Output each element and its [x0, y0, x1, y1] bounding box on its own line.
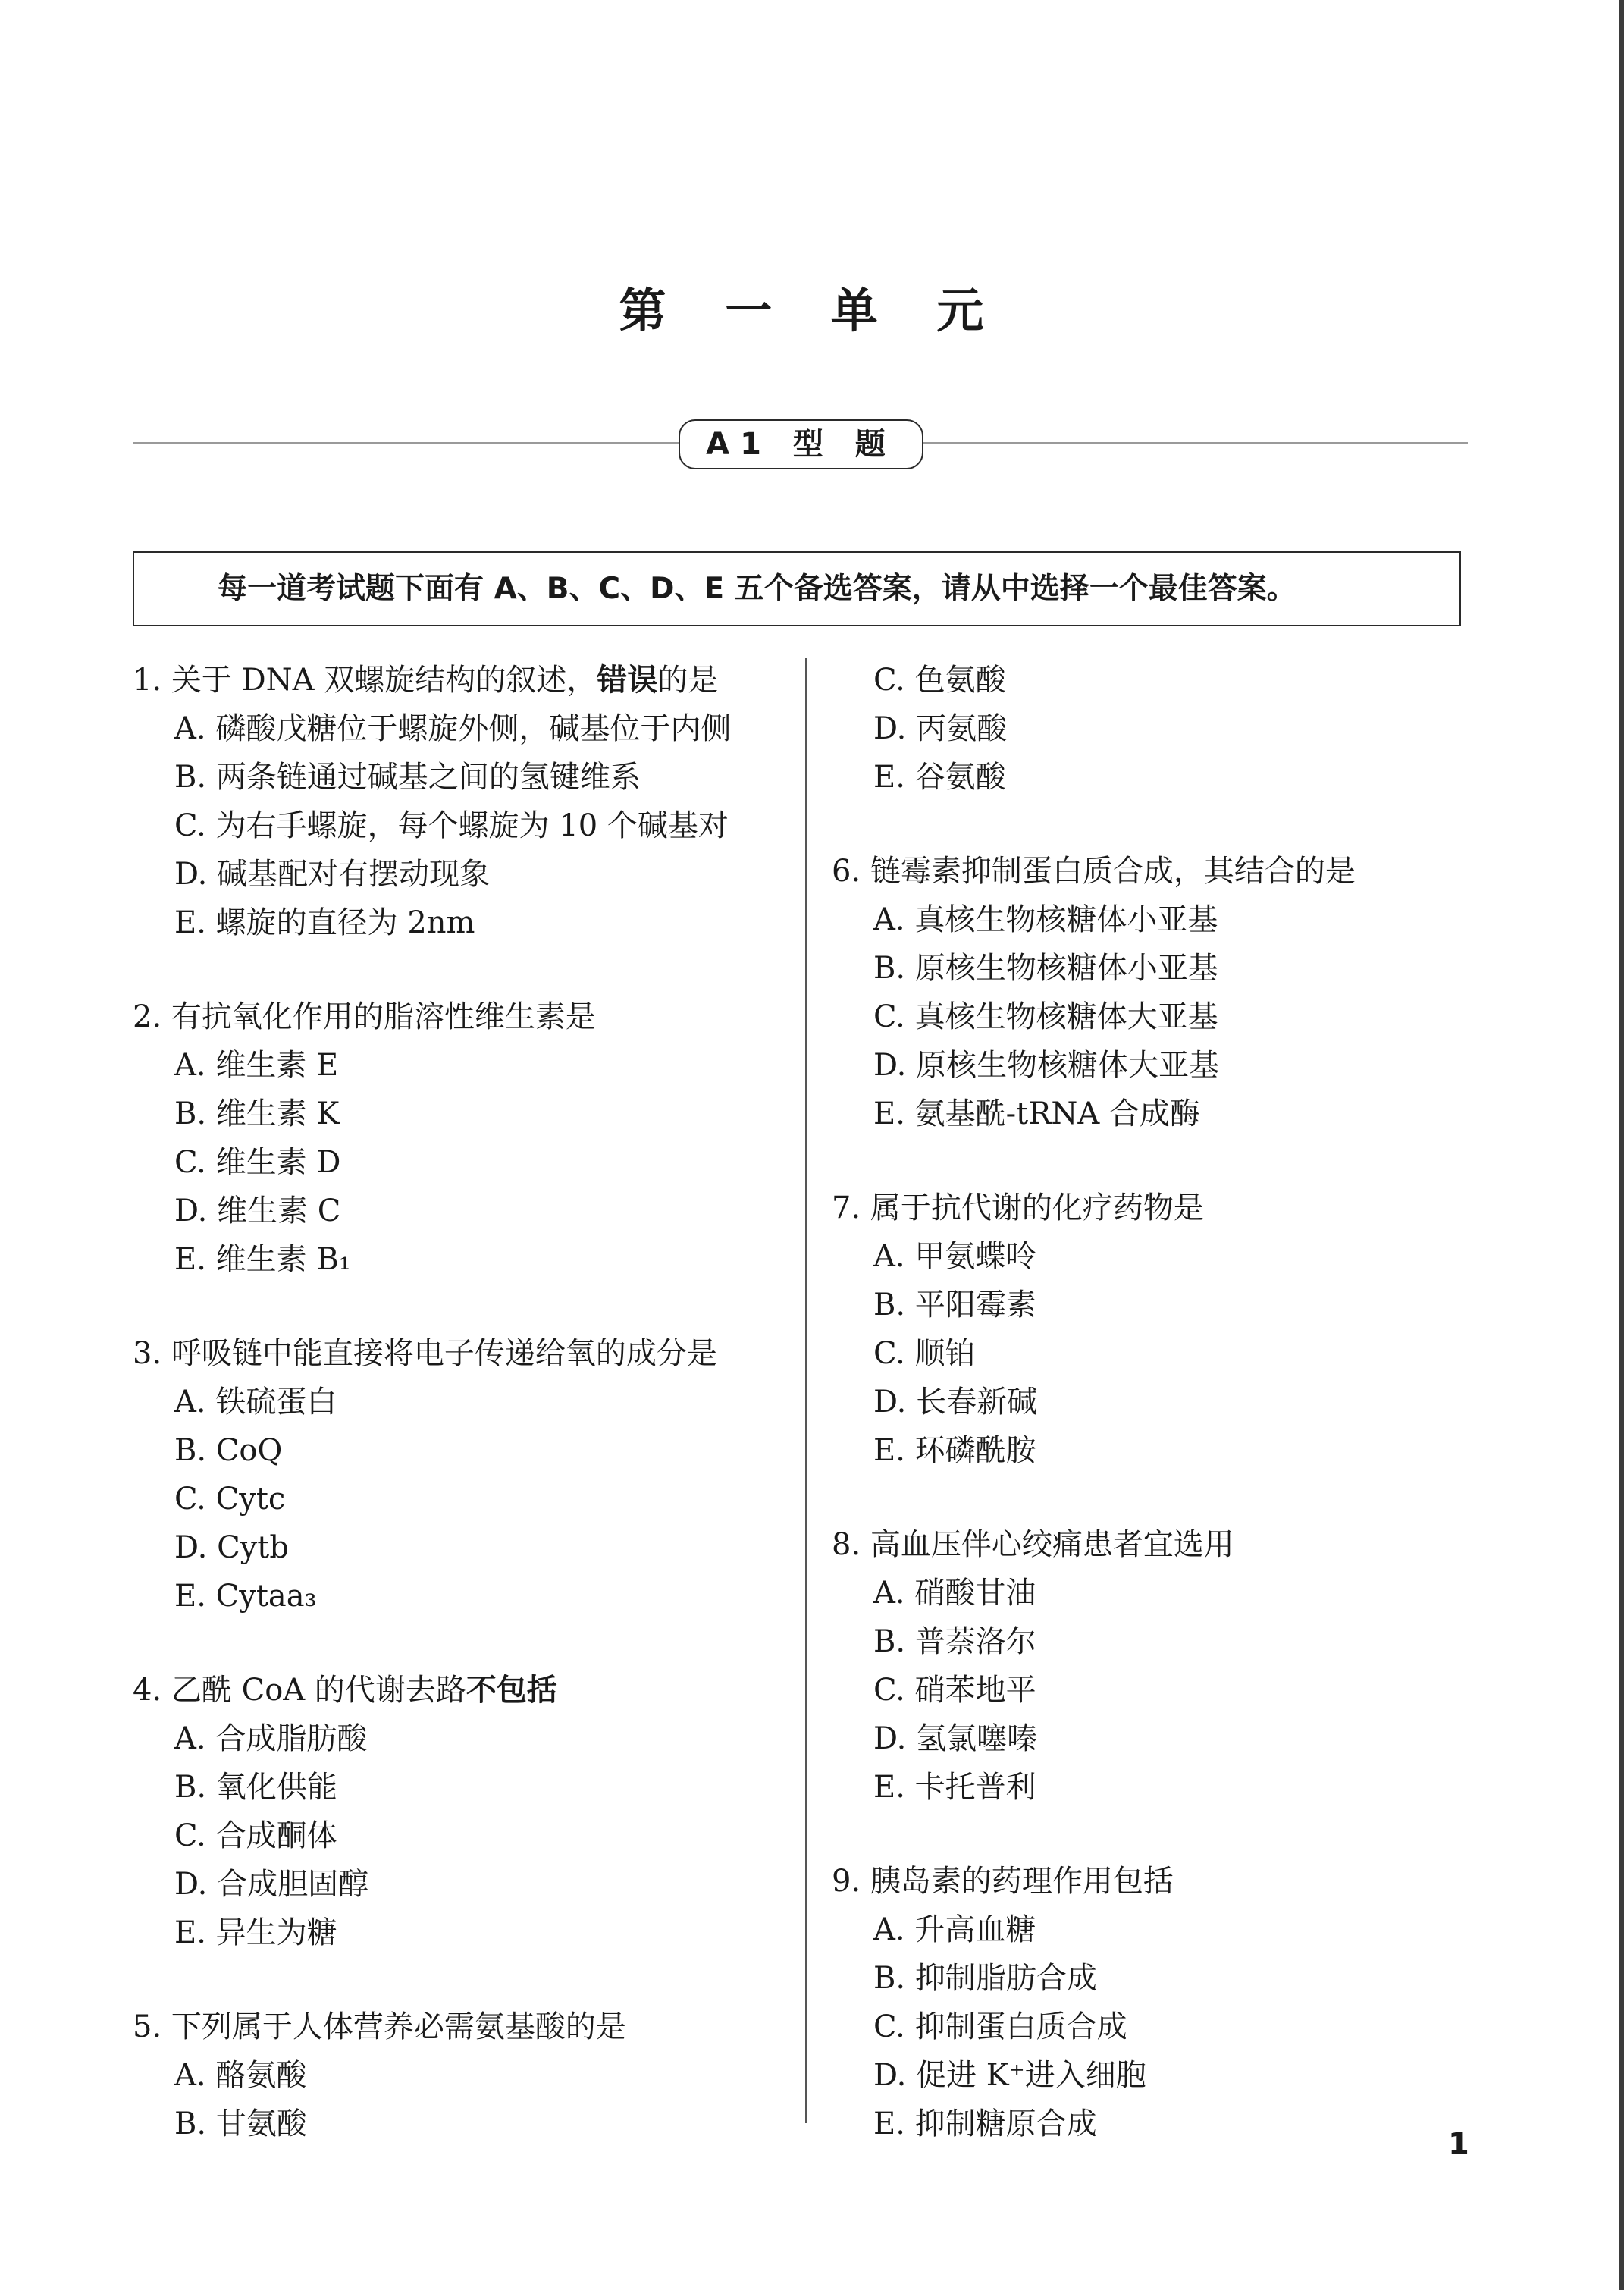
answer-option: B. 两条链通过碱基之间的氢键维系 [174, 760, 641, 795]
answer-option: C. 真核生物核糖体大亚基 [873, 999, 1218, 1034]
answer-option: D. 维生素 C [174, 1194, 341, 1228]
stem-emphasis: 错误 [597, 663, 658, 698]
answer-option: A. 酪氨酸 [174, 2058, 307, 2093]
answer-option: C. Cytc [174, 1482, 286, 1517]
question-stem [832, 1857, 1514, 1906]
answer-option: A. 铁硫蛋白 [174, 1385, 337, 1419]
answer-option: E. 异生为糖 [174, 1915, 337, 1950]
answer-option: C. 色氨酸 [873, 663, 1006, 698]
answer-option: A. 硝酸甘油 [873, 1576, 1036, 1611]
stem-text: 9. 胰岛素的药理作用包括 [832, 1864, 1174, 1899]
stem-text: 1. 关于 DNA 双螺旋结构的叙述， [133, 663, 597, 698]
answer-option: A. 真核生物核糖体小亚基 [873, 902, 1218, 937]
stem-text: 6. 链霉素抑制蛋白质合成，其结合的是 [832, 854, 1356, 889]
answer-option: B. 抑制脂肪合成 [873, 1961, 1097, 1996]
answer-option: E. 抑制糖原合成 [873, 2106, 1097, 2141]
answer-option: D. 长春新碱 [873, 1385, 1038, 1419]
answer-option: A. 维生素 E [174, 1048, 339, 1083]
answer-option: B. 维生素 K [174, 1096, 340, 1131]
stem-text: 5. 下列属于人体营养必需氨基酸的是 [133, 2009, 626, 2044]
section-rule-left [133, 442, 679, 444]
answer-option: D. 丙氨酸 [873, 711, 1008, 746]
answer-option: E. 氨基酰-tRNA 合成酶 [873, 1096, 1200, 1131]
answer-option: C. 为右手螺旋，每个螺旋为 10 个碱基对 [174, 808, 729, 843]
question-stem [133, 993, 815, 1041]
question [832, 1857, 1514, 2148]
answer-option: A. 升高血糖 [873, 1912, 1036, 1947]
question [832, 1520, 1514, 1812]
answer-option: D. Cytb [174, 1530, 289, 1565]
answer-option: D. 合成胆固醇 [174, 1867, 369, 1902]
answer-option: D. 促进 K⁺进入细胞 [873, 2058, 1146, 2093]
question [133, 2003, 815, 2148]
answer-option: E. 螺旋的直径为 2nm [174, 905, 475, 940]
question [832, 1184, 1514, 1475]
answer-option: D. 碱基配对有摆动现象 [174, 857, 491, 892]
answer-option: A. 磷酸戊糖位于螺旋外侧，碱基位于内侧 [174, 711, 732, 746]
answer-option: B. 平阳霉素 [873, 1288, 1036, 1322]
question [832, 847, 1514, 1138]
answer-option: C. 顺铂 [873, 1336, 976, 1371]
answer-option: C. 抑制蛋白质合成 [873, 2009, 1127, 2044]
page-number: 1 [1448, 2127, 1469, 2162]
page-edge [1619, 0, 1624, 2290]
answer-option: B. 甘氨酸 [174, 2106, 307, 2141]
question-stem [133, 656, 815, 704]
left-column [133, 656, 815, 2194]
question-stem [133, 1666, 815, 1714]
right-column [832, 656, 1514, 2194]
question-stem [133, 1329, 815, 1378]
answer-option: D. 原核生物核糖体大亚基 [873, 1048, 1220, 1083]
question-stem [133, 2003, 815, 2051]
instruction-box [133, 551, 1461, 626]
answer-option: B. 普萘洛尔 [873, 1624, 1036, 1659]
question [133, 1329, 815, 1620]
answer-option: C. 硝苯地平 [873, 1673, 1036, 1708]
answer-option: E. 环磷酰胺 [873, 1433, 1036, 1468]
question-stem [832, 1184, 1514, 1232]
stem-text: 的是 [657, 663, 719, 698]
answer-option: E. 谷氨酸 [873, 760, 1006, 795]
question [133, 656, 815, 947]
answer-option: E. Cytaa₃ [174, 1579, 317, 1614]
stem-text: 2. 有抗氧化作用的脂溶性维生素是 [133, 999, 596, 1034]
stem-text: 8. 高血压伴心绞痛患者宜选用 [832, 1527, 1234, 1562]
answer-option: D. 氢氯噻嗪 [873, 1721, 1038, 1756]
page-title: 第 一 单 元 [619, 283, 1005, 338]
answer-option: A. 甲氨蝶呤 [873, 1239, 1036, 1274]
stem-text: 3. 呼吸链中能直接将电子传递给氧的成分是 [133, 1336, 717, 1371]
question [133, 1666, 815, 1957]
answer-option: C. 合成酮体 [174, 1818, 337, 1853]
answer-option: B. CoQ [174, 1433, 283, 1468]
question [832, 656, 1514, 802]
answer-option: E. 卡托普利 [873, 1770, 1036, 1805]
question-stem [832, 847, 1514, 896]
question-stem [832, 1520, 1514, 1569]
section-label: A1 型 题 [679, 419, 923, 469]
answer-option: A. 合成脂肪酸 [174, 1721, 368, 1756]
answer-option: E. 维生素 B₁ [174, 1242, 351, 1277]
answer-option: C. 维生素 D [174, 1145, 341, 1180]
stem-text: 4. 乙酰 CoA 的代谢去路 [133, 1673, 466, 1708]
stem-text: 7. 属于抗代谢的化疗药物是 [832, 1190, 1204, 1225]
section-rule-right [923, 442, 1468, 444]
answer-option: B. 原核生物核糖体小亚基 [873, 951, 1218, 986]
stem-emphasis: 不包括 [466, 1673, 557, 1708]
instruction-text: 每一道考试题下面有 A、B、C、D、E 五个备选答案，请从中选择一个最佳答案。 [218, 572, 1296, 606]
question [133, 993, 815, 1284]
answer-option: B. 氧化供能 [174, 1770, 337, 1805]
